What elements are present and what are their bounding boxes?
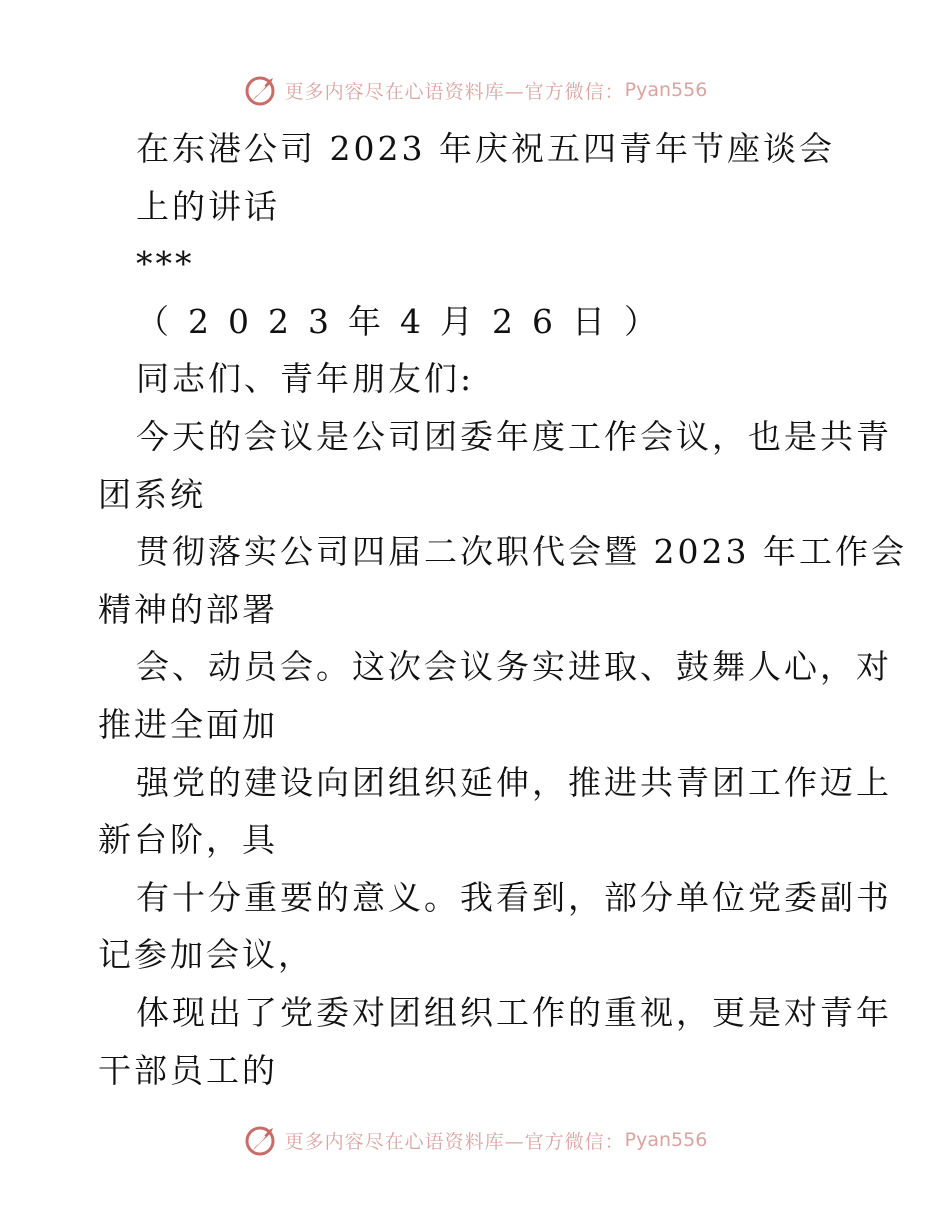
paragraph-line: 精神的部署 [98, 589, 278, 629]
watermark-wechat-id: Pyan556 [624, 79, 708, 101]
document-date: （2023年4月26日） [136, 301, 676, 341]
quill-logo-icon [243, 72, 279, 108]
paragraph-line: 会、动员会。这次会议务实进取、鼓舞人心，对 [136, 647, 892, 687]
quill-logo-icon [243, 1122, 279, 1158]
document-title-line-1: 在东港公司 2023 年庆祝五四青年节座谈会 [136, 129, 835, 168]
paragraph-line: 推进全面加 [98, 704, 278, 744]
watermark-banner-bottom [0, 1120, 950, 1160]
document-author: *** [136, 244, 195, 284]
paragraph-line: 强党的建设向团组织延伸，推进共青团工作迈上 [136, 762, 892, 802]
paragraph-line: 有十分重要的意义。我看到，部分单位党委副书 [136, 877, 892, 917]
paragraph-line: 贯彻落实公司四届二次职代会暨 2023 年工作会 [136, 532, 907, 572]
paragraph-line: 干部员工的 [98, 1050, 278, 1090]
paragraph-line: 体现出了党委对团组织工作的重视，更是对青年 [136, 992, 892, 1032]
paragraph-line: 今天的会议是公司团委年度工作会议，也是共青 [136, 416, 892, 456]
document-body [98, 120, 907, 1099]
watermark-wechat-id: Pyan556 [624, 1129, 708, 1151]
paragraph-line: 团系统 [98, 474, 206, 514]
watermark-banner-top [0, 70, 950, 110]
document-greeting: 同志们、青年朋友们: [136, 359, 475, 399]
paragraph-line: 记参加会议， [98, 935, 314, 975]
watermark-text: 更多内容尽在心语资料库—官方微信： [284, 1130, 625, 1153]
paragraph-line: 新台阶，具 [98, 820, 278, 860]
watermark-text: 更多内容尽在心语资料库—官方微信： [284, 80, 625, 103]
document-title-line-2: 上的讲话 [136, 186, 280, 226]
